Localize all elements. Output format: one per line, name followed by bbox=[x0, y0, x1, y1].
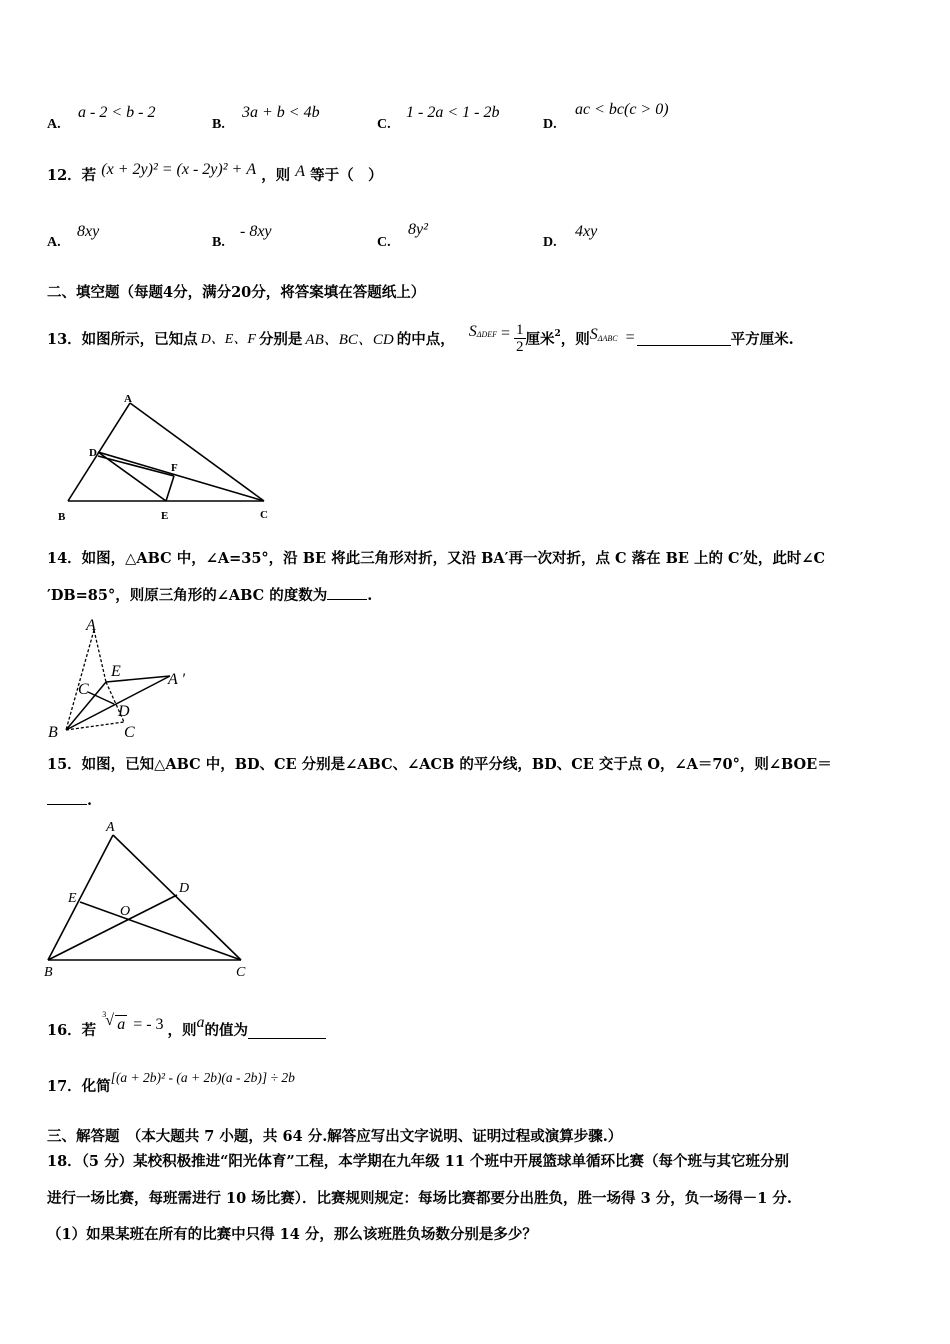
q18-subquestion-1: （1）如果某班在所有的比赛中只得 14 分，那么该班胜负场数分别是多少？ bbox=[47, 1226, 537, 1243]
q13-s-abc: S bbox=[589, 326, 598, 343]
q15-line-2 bbox=[47, 790, 92, 809]
fig14-label-e: E bbox=[111, 663, 121, 680]
q13-s-def: S bbox=[468, 323, 477, 340]
q16-cube-root: 3 √ a bbox=[102, 1010, 126, 1033]
fig14-label-d: D bbox=[118, 703, 130, 720]
q13-unit-sup: 2 bbox=[554, 329, 561, 339]
q13-eq2: = bbox=[625, 329, 635, 346]
fig15-label-b: B bbox=[44, 965, 53, 980]
q13-fraction bbox=[514, 322, 526, 355]
q12-number: 12．若 bbox=[47, 167, 97, 184]
q17-expr: [(a + 2b)² - (a + 2b)(a - 2b)] ÷ 2b bbox=[110, 1070, 295, 1085]
q12-mid: ，则 bbox=[261, 167, 291, 184]
q13-frac-num: 1 bbox=[516, 321, 524, 338]
q12-option-a-expr: 8xy bbox=[77, 223, 100, 240]
fig15-label-a: A bbox=[106, 820, 115, 835]
fig13-segment-dc bbox=[98, 452, 264, 501]
q12-option-c-letter: C. bbox=[377, 235, 391, 250]
q12-option-c-expr: 8y² bbox=[408, 221, 428, 238]
q13-segments: AB、BC、CD bbox=[305, 331, 394, 348]
q14-line-1: 14．如图，△ABC 中，∠A=35°，沿 BE 将此三角形对折，又沿 BA′再一次对折，点 C 落在 BE 上的 C′处，此时∠C bbox=[47, 550, 826, 567]
q11-option-c-expr: 1 - 2a < 1 - 2b bbox=[406, 104, 500, 121]
q12-var: A bbox=[295, 163, 306, 180]
q17-stem bbox=[47, 1066, 295, 1100]
q13-then: ，则 bbox=[560, 330, 590, 348]
fig14-label-a: A bbox=[86, 617, 96, 634]
q13-mid: 分别是 bbox=[258, 330, 303, 348]
fig15-side-ac bbox=[113, 835, 241, 960]
figure-13 bbox=[46, 390, 286, 530]
q15-line-1: 15．如图，已知△ABC 中，BD、CE 分别是∠ABC、∠ACB 的平分线，BD、CE 交于点 O，∠A＝70°，则∠BOE＝ bbox=[47, 756, 832, 773]
q11-option-a-letter: A. bbox=[47, 117, 61, 132]
q13-stem bbox=[47, 316, 794, 360]
section-2-heading: 二、填空题（每题4分，满分20分，将答案填在答题纸上） bbox=[47, 284, 426, 301]
q12-option-b-expr: - 8xy bbox=[240, 223, 272, 240]
q16-answer-blank[interactable] bbox=[248, 1024, 326, 1039]
q13-mid2: 的中点， bbox=[396, 330, 455, 348]
q11-option-a-expr: a - 2 < b - 2 bbox=[78, 104, 156, 121]
fig14-label-c-prime: C bbox=[78, 681, 89, 698]
q13-unit: 厘米 bbox=[525, 330, 555, 348]
q11-option-b-expr: 3a + b < 4b bbox=[242, 104, 320, 121]
q12-tail: 等于（ ） bbox=[310, 167, 383, 184]
fig14-label-b: B bbox=[48, 724, 58, 741]
q13-s-def-sub: ΔDEF bbox=[476, 329, 497, 339]
fig13-side-ac bbox=[130, 403, 264, 501]
fig15-label-e: E bbox=[68, 891, 77, 906]
q12-option-d-letter: D. bbox=[543, 235, 557, 250]
fig14-label-a-prime: A ′ bbox=[168, 671, 185, 688]
q18-line-1: 18．（5 分）某校积极推进“阳光体育”工程，本学期在九年级 11 个班中开展篮球单循环比赛（每个班与其它班分别 bbox=[47, 1153, 790, 1170]
q12-expr: (x + 2y)² = (x - 2y)² + A bbox=[101, 161, 257, 178]
fig13-label-d: D bbox=[89, 447, 97, 459]
q17-number: 17．化简 bbox=[47, 1078, 111, 1095]
q15-tail: . bbox=[87, 792, 93, 809]
q12-option-d-expr: 4xy bbox=[575, 223, 598, 240]
q11-option-c-letter: C. bbox=[377, 117, 391, 132]
q14-tail: . bbox=[367, 587, 373, 604]
q13-number: 13．如图所示，已知点 bbox=[47, 330, 198, 348]
q12-stem bbox=[47, 161, 383, 185]
fig13-label-f: F bbox=[171, 462, 178, 474]
q13-eq: = bbox=[501, 325, 511, 342]
fig14-label-c: C bbox=[124, 724, 135, 741]
q11-option-b-letter: B. bbox=[212, 117, 225, 132]
fig13-label-c: C bbox=[260, 509, 268, 521]
q16-var: a bbox=[196, 1014, 205, 1031]
section-3-heading: 三、解答题 （本大题共 7 小题，共 64 分.解答应写出文字说明、证明过程或演算步骤.） bbox=[47, 1128, 623, 1145]
q16-root-index: 3 bbox=[102, 1010, 107, 1019]
q13-points: D、E、F bbox=[200, 332, 256, 347]
q16-radicand: a bbox=[117, 1016, 126, 1033]
fig14-side-ab-dashed bbox=[66, 630, 94, 730]
q13-frac-den: 2 bbox=[516, 338, 524, 355]
q18-line-2: 进行一场比赛，每班需进行 10 场比赛）．比赛规则规定：每场比赛都要分出胜负，胜一场得 3 分，负一场得－1 分. bbox=[47, 1190, 792, 1207]
fig13-label-e: E bbox=[161, 510, 169, 522]
fig14-side-ae-dashed bbox=[94, 630, 106, 682]
q12-option-b-letter: B. bbox=[212, 235, 225, 250]
q16-rest: = - 3 bbox=[133, 1016, 164, 1033]
q11-option-d-expr: ac < bc(c > 0) bbox=[575, 101, 669, 118]
q13-s-abc-sub: ΔABC bbox=[597, 333, 618, 343]
q16-tail: 的值为 bbox=[204, 1022, 249, 1039]
fig13-segment-ef bbox=[166, 476, 174, 501]
figure-15 bbox=[40, 815, 260, 980]
figure-14 bbox=[42, 612, 212, 742]
q14-line-2 bbox=[47, 584, 372, 605]
q12-option-a-letter: A. bbox=[47, 235, 61, 250]
q14-answer-blank[interactable] bbox=[327, 585, 367, 600]
fig15-label-c: C bbox=[236, 965, 246, 980]
q14-line-2-text: ′DB=85°，则原三角形的∠ABC 的度数为 bbox=[47, 587, 328, 604]
q13-tail: 平方厘米. bbox=[730, 330, 794, 348]
q16-stem bbox=[47, 1008, 326, 1044]
fig15-side-ab bbox=[48, 835, 113, 960]
q11-option-d-letter: D. bbox=[543, 117, 557, 132]
q13-answer-blank[interactable] bbox=[637, 331, 731, 346]
fig13-segment-df bbox=[98, 456, 174, 476]
fig13-label-b: B bbox=[58, 511, 66, 523]
fig15-label-o: O bbox=[120, 904, 131, 919]
q15-answer-blank[interactable] bbox=[47, 790, 87, 805]
fig13-label-a: A bbox=[124, 393, 132, 405]
q16-number: 16．若 bbox=[47, 1022, 97, 1039]
fig15-label-d: D bbox=[179, 881, 190, 896]
q16-mid: ，则 bbox=[167, 1022, 197, 1039]
